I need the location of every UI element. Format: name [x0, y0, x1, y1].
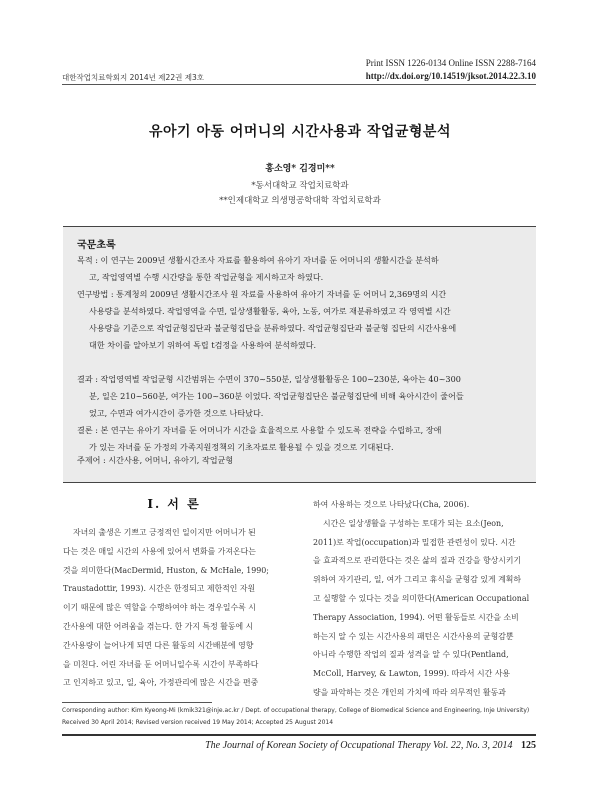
- body-line: 하여 사용하는 것으로 나타났다(Cha, 2006).: [313, 500, 470, 509]
- body-line: 것을 의미한다(MacDermid, Huston, & McHale, 1990;: [63, 565, 269, 575]
- body-line: 위하여 자기관리, 일, 여가 그리고 휴식을 균형감 있게 계획하: [313, 575, 522, 585]
- journal-citation: The Journal of Korean Society of Occupational Therapy Vol. 22, No. 3, 2014: [205, 740, 513, 751]
- abstract-results: [77, 371, 527, 422]
- body-line: 간사용에 대한 어려움을 겪는다. 한 가지 특정 활동에 시: [63, 621, 254, 631]
- body-line: Traustadottir, 1993). 시간은 한정되고 제한적인 자원: [63, 584, 256, 594]
- paper-title: 유아기 아동 어머니의 시간사용과 작업균형분석: [149, 124, 451, 140]
- left-column: [63, 496, 285, 693]
- body-line: McColl, Harvey, & Lawton, 1999). 따라서 시간 사용: [313, 669, 511, 679]
- abstract-line: 사용량을 기준으로 작업균형집단과 불균형집단을 분류하였다. 작업균형집단과 불균형 집단의 시간사용에: [89, 323, 457, 333]
- body-line: 이기 때문에 많은 역할을 수행하여야 하는 경우일수록 시: [63, 603, 256, 613]
- journal-volume-header: 대한작업치료학회지 2014년 제22권 제3호: [62, 73, 204, 82]
- abstract-conclusion: [77, 422, 527, 456]
- body-line: 고 인지하고 있고, 일, 육아, 가정관리에 많은 시간을 편중: [63, 678, 259, 688]
- page-number: 125: [521, 740, 536, 751]
- abstract-line: 고, 작업영역별 수행 시간량을 통한 작업균형을 제시하고자 하였다.: [89, 272, 324, 282]
- body-line: 아니라 수행한 작업의 질과 성격을 알 수 있다(Pentland,: [313, 650, 509, 660]
- keywords: 주제어 : 시간사용, 어머니, 유아기, 작업균형: [77, 455, 234, 465]
- affiliation-1: *동서대학교 작업치료학과: [251, 181, 349, 191]
- abstract-purpose: [77, 252, 527, 286]
- footnote: [62, 705, 540, 729]
- left-paragraph: [63, 524, 285, 693]
- issn-doi-block: [366, 57, 536, 83]
- abstract-line: 가 있는 자녀를 둔 가정의 가족지원정책의 기초자료로 활용될 수 있을 것으로 기대된다.: [89, 442, 394, 452]
- authors: 홍소영* 김경미**: [265, 164, 335, 174]
- corresponding-author: Corresponding author: Kim Kyeong-Mi (kmik321@inje.ac.kr / Dept. of occupational therapy, College of Biomedical Science and Engineering, Inje University): [62, 707, 530, 714]
- body-line: Therapy Association, 1994). 어떤 활동들로 시간을 소비: [313, 612, 519, 622]
- journal-footer: [205, 740, 536, 751]
- body-line: 고 실행할 수 있다는 것을 의미한다(American Occupational: [313, 593, 530, 603]
- abstract-methods: [77, 286, 527, 354]
- body-line: 2011)로 작업(occupation)과 밀접한 관련성이 있다. 시간: [313, 537, 516, 547]
- right-column: [313, 496, 535, 703]
- abstract-heading: 국문초록: [77, 240, 116, 251]
- body-line: 다는 것은 매일 시간의 사용에 있어서 변화를 가져온다는: [63, 546, 256, 556]
- body-line: 자녀의 출생은 기쁘고 긍정적인 일이지만 어머니가 된: [73, 528, 256, 537]
- abstract-box: [63, 226, 536, 483]
- body-line: 을 효과적으로 관리한다는 것은 삶의 질과 건강을 향상시키기: [313, 556, 522, 566]
- section-heading-introduction: Ⅰ. 서 론: [147, 497, 201, 511]
- footer-rule: [62, 734, 536, 736]
- abstract-line: 분, 일은 210~560분, 여가는 100~360분 이었다. 작업균형집단은 불균형집단에 비해 육아시간이 줄어들: [89, 391, 464, 401]
- body-line: 을 미친다. 어린 자녀를 둔 어머니일수록 시간이 부족하다: [63, 659, 259, 669]
- abstract-line: 결론 : 본 연구는 유아기 자녀를 둔 어머니가 시간을 효율적으로 사용할 수 있도록 전략을 수립하고, 장애: [77, 425, 442, 435]
- abstract-line: 사용량을 분석하였다. 작업영역을 수면, 일상생활활동, 육아, 노동, 여가로 재분류하였고 각 영역별 시간: [89, 306, 451, 316]
- body-line: 량을 파악하는 것은 개인의 가치에 따라 의무적인 활동과: [313, 687, 506, 697]
- received-dates: Received 30 April 2014; Revised version received 19 May 2014; Accepted 25 August 2014: [62, 719, 334, 726]
- abstract-line: 목적 : 이 연구는 2009년 생활시간조사 자료를 활용하여 유아기 자녀를 둔 어머니의 생활시간을 분석하: [77, 255, 439, 265]
- abstract-line: 결과 : 작업영역별 작업균형 시간범위는 수면이 370~550분, 일상생활활동은 100~230분, 육아는 40~300: [77, 374, 461, 384]
- header-rule: [62, 84, 536, 85]
- body-line: 시간은 일상생활을 구성하는 토대가 되는 요소(Jeon,: [323, 518, 504, 528]
- abstract-line: 대한 차이를 알아보기 위하여 독립 t검정을 사용하여 분석하였다.: [89, 340, 317, 350]
- doi-link[interactable]: http://dx.doi.org/10.14519/jksot.2014.22.3.10: [365, 71, 536, 81]
- footnote-rule: [62, 702, 212, 703]
- abstract-line: 연구방법 : 통계청의 2009년 생활시간조사 원 자료를 사용하여 유아기 자녀를 둔 어머니 2,369명의 시간: [77, 289, 447, 299]
- body-line: 간사용량이 늘어나게 되면 다른 활동의 시간배분에 영향: [63, 640, 254, 650]
- body-line: 하는지 알 수 있는 시간사용의 패턴은 시간사용의 균형감뿐: [313, 631, 514, 641]
- abstract-line: 었고, 수면과 여가시간이 증가한 것으로 나타났다.: [89, 408, 264, 418]
- issn-text: Print ISSN 1226-0134 Online ISSN 2288-7164: [365, 58, 536, 68]
- affiliation-2: **인제대학교 의생명공학대학 작업치료학과: [219, 196, 381, 206]
